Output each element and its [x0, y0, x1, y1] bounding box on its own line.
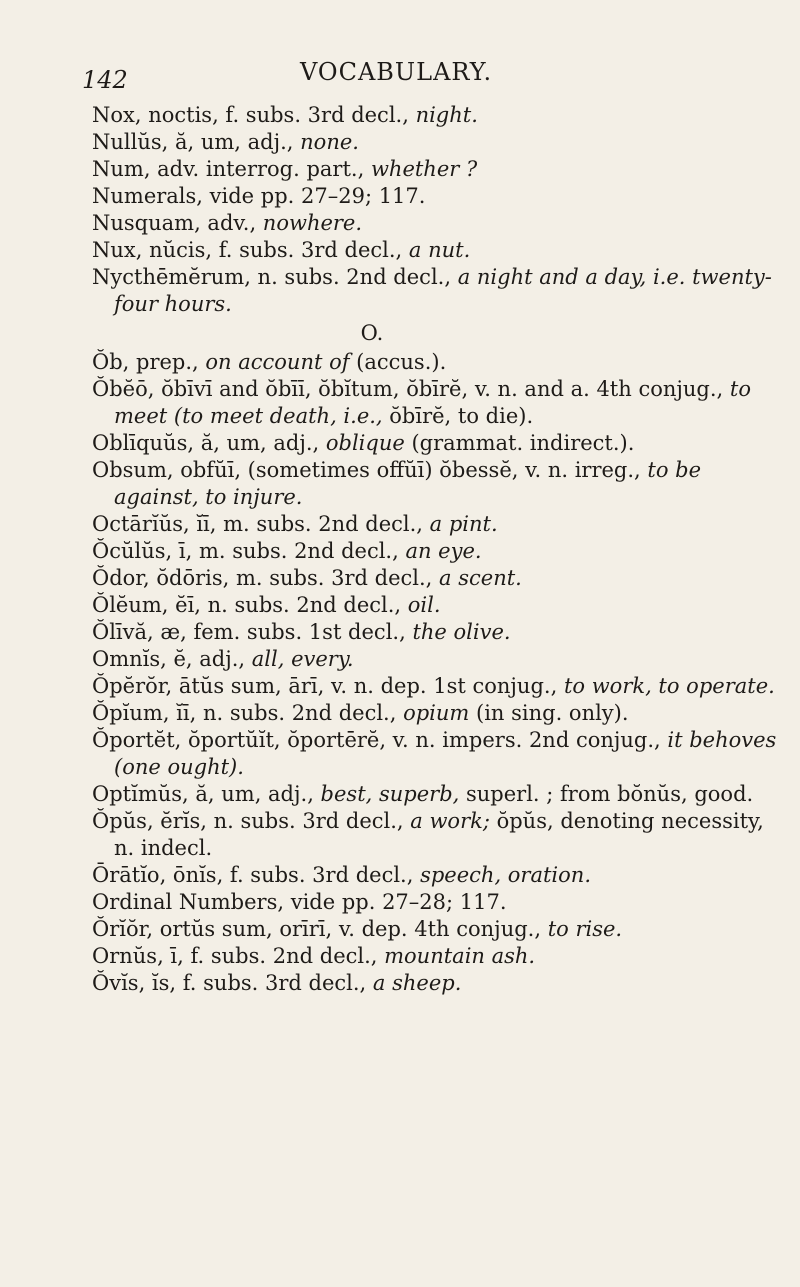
- entry-gloss: oblique: [325, 431, 405, 455]
- entry-gloss: it behoves (one ought).: [114, 728, 777, 779]
- entry-gloss: whether ?: [370, 157, 478, 181]
- entry-headword: Ŏlĕum, ĕī, n. subs. 2nd decl.,: [92, 593, 408, 617]
- entry-headword: Oblīquŭs, ă, um, adj.,: [92, 431, 326, 455]
- entry-gloss: a pint.: [429, 512, 498, 536]
- entry-gloss: to rise.: [547, 917, 623, 941]
- entry-headword: Ŏrĭŏr, ortŭs sum, orīrī, v. dep. 4th conjug.,: [92, 917, 548, 941]
- entry-headword: Nusquam, adv.,: [92, 211, 263, 235]
- entry-headword: Ordinal Numbers, vide pp. 27–28; 117.: [92, 890, 507, 914]
- entry-headword: Obsum, obfŭī, (sometimes offŭī) ŏbessĕ, v. n. irreg.,: [92, 458, 648, 482]
- entry-gloss: a nut.: [408, 238, 471, 262]
- entry-headword: Ŏportĕt, ŏportŭĭt, ŏportērĕ, v. n. impers. 2nd conjug.,: [92, 728, 668, 752]
- vocabulary-entry: [92, 889, 782, 916]
- vocabulary-entry: [92, 700, 782, 727]
- entry-gloss: oil.: [407, 593, 441, 617]
- entry-gloss: all, every.: [251, 647, 354, 671]
- vocabulary-entry: [92, 619, 782, 646]
- entry-headword: Ŏvĭs, ĭs, f. subs. 3rd decl.,: [92, 971, 373, 995]
- entry-note: (in sing. only).: [469, 701, 629, 725]
- entry-gloss: night.: [415, 103, 478, 127]
- vocabulary-entry: [92, 376, 782, 430]
- entry-gloss: a work;: [410, 809, 490, 833]
- vocabulary-entry: [92, 916, 782, 943]
- entry-gloss: to be against, to injure.: [114, 458, 702, 509]
- vocabulary-entry: [92, 862, 782, 889]
- page-number: 142: [82, 66, 128, 94]
- entry-headword: Ŏpĕrŏr, ātŭs sum, ārī, v. n. dep. 1st conjug.,: [92, 674, 564, 698]
- entry-headword: Ŏpŭs, ĕrĭs, n. subs. 3rd decl.,: [92, 809, 411, 833]
- entry-gloss: an eye.: [405, 539, 482, 563]
- entry-gloss: a sheep.: [372, 971, 462, 995]
- entry-headword: Ŏcŭlŭs, ī, m. subs. 2nd decl.,: [92, 539, 406, 563]
- running-head: VOCABULARY.: [300, 58, 493, 86]
- entry-headword: Nox, noctis, f. subs. 3rd decl.,: [92, 103, 416, 127]
- entry-headword: Nullŭs, ă, um, adj.,: [92, 130, 301, 154]
- vocabulary-entry: [92, 727, 782, 781]
- entry-gloss: speech, oration.: [420, 863, 591, 887]
- vocabulary-list: [92, 102, 782, 997]
- entries-n: [92, 102, 782, 318]
- entry-note: (grammat. indirect.).: [404, 431, 635, 455]
- entry-headword: Optĭmŭs, ă, um, adj.,: [92, 782, 321, 806]
- entry-headword: Omnĭs, ĕ, adj.,: [92, 647, 252, 671]
- entry-gloss: nowhere.: [262, 211, 363, 235]
- vocabulary-entry: [92, 264, 782, 318]
- entry-headword: Ŏbĕō, ŏbīvī and ŏbīī, ŏbĭtum, ŏbīrĕ, v. n. and a. 4th conjug.,: [92, 377, 730, 401]
- entry-headword: Num, adv. interrog. part.,: [92, 157, 371, 181]
- entry-gloss: a scent.: [439, 566, 522, 590]
- vocabulary-entry: [92, 565, 782, 592]
- vocabulary-entry: [92, 349, 782, 376]
- entry-headword: Ōrātĭo, ōnĭs, f. subs. 3rd decl.,: [92, 863, 421, 887]
- entry-note: superl. ; from bŏnŭs, good.: [459, 782, 754, 806]
- entry-headword: Numerals, vide pp. 27–29; 117.: [92, 184, 426, 208]
- vocabulary-entry: [92, 646, 782, 673]
- entry-gloss: the olive.: [412, 620, 511, 644]
- entry-gloss: to work, to operate.: [563, 674, 775, 698]
- vocabulary-entry: [92, 673, 782, 700]
- entries-o: [92, 349, 782, 997]
- page-header: [0, 58, 800, 98]
- vocabulary-entry: [92, 210, 782, 237]
- entry-gloss: best, superb,: [320, 782, 460, 806]
- vocabulary-entry: [92, 781, 782, 808]
- vocabulary-entry: [92, 102, 782, 129]
- entry-note: ŏpŭs, denoting necessity, n. indecl.: [114, 809, 764, 860]
- entry-headword: Ŏlīvă, æ, fem. subs. 1st decl.,: [92, 620, 413, 644]
- entry-gloss: mountain ash.: [384, 944, 536, 968]
- entry-gloss: to meet (to meet death, i.e.,: [114, 377, 751, 428]
- vocabulary-entry: [92, 538, 782, 565]
- entry-gloss: on account of: [205, 350, 350, 374]
- entry-gloss: a night and a day, i.e. twenty-four hours.: [114, 265, 772, 316]
- vocabulary-entry: [92, 511, 782, 538]
- entry-headword: Ŏpĭum, ĭī, n. subs. 2nd decl.,: [92, 701, 404, 725]
- section-heading-o: O.: [360, 321, 384, 345]
- entry-headword: Ŏb, prep.,: [92, 350, 206, 374]
- vocabulary-entry: [92, 808, 782, 862]
- entry-headword: Nux, nŭcis, f. subs. 3rd decl.,: [92, 238, 409, 262]
- entry-gloss: none.: [300, 130, 359, 154]
- entry-note: (accus.).: [349, 350, 447, 374]
- vocabulary-entry: [92, 129, 782, 156]
- vocabulary-entry: [92, 457, 782, 511]
- vocabulary-entry: [92, 156, 782, 183]
- entry-headword: Octārĭŭs, ĭī, m. subs. 2nd decl.,: [92, 512, 430, 536]
- vocabulary-entry: [92, 183, 782, 210]
- vocabulary-entry: [92, 970, 782, 997]
- entry-headword: Nycthēmĕrum, n. subs. 2nd decl.,: [92, 265, 458, 289]
- entry-headword: Ŏdor, ŏdōris, m. subs. 3rd decl.,: [92, 566, 440, 590]
- vocabulary-entry: [92, 430, 782, 457]
- entry-gloss: opium: [403, 701, 470, 725]
- vocabulary-entry: [92, 592, 782, 619]
- entry-note: ŏbīrĕ, to die).: [389, 404, 534, 428]
- entry-headword: Ornŭs, ī, f. subs. 2nd decl.,: [92, 944, 385, 968]
- vocabulary-entry: [92, 943, 782, 970]
- vocabulary-entry: [92, 237, 782, 264]
